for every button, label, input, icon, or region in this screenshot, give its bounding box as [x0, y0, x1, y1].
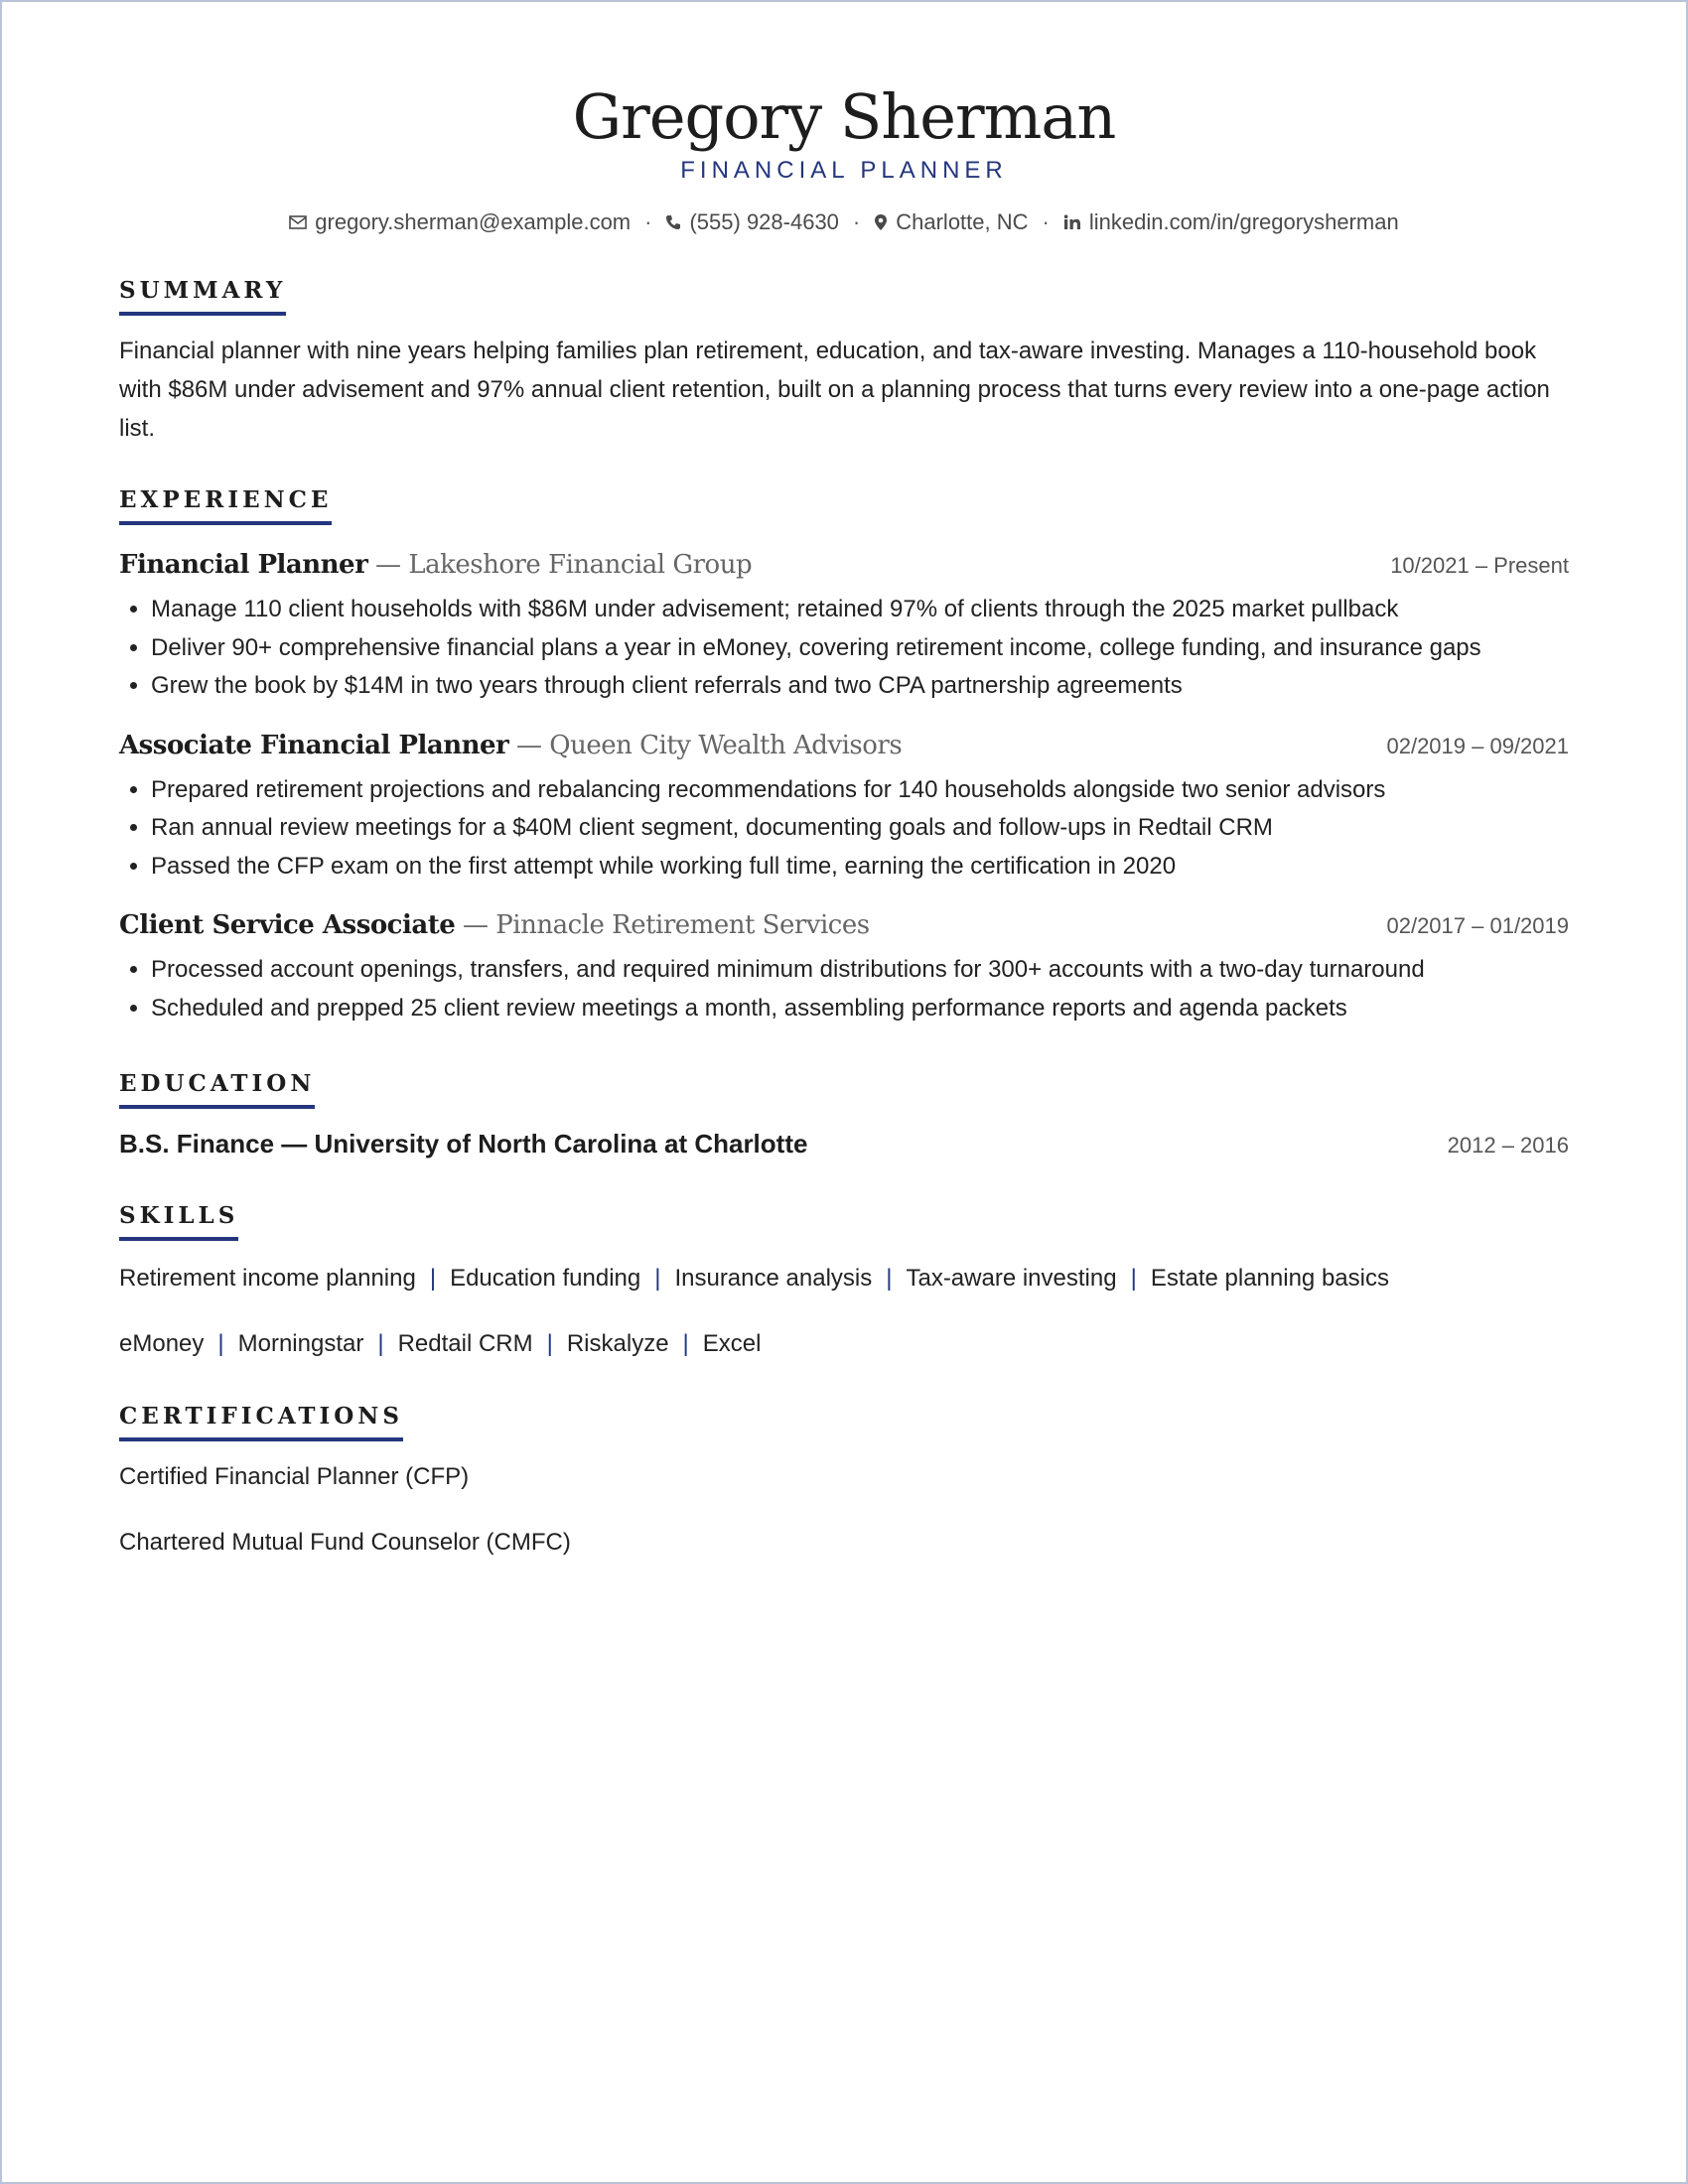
skill-item: eMoney: [119, 1330, 205, 1357]
skill-divider: |: [886, 1265, 893, 1292]
skills-line-2: [119, 1328, 1569, 1360]
job-bullet: • Passed the CFP exam on the first attempt while working full time, earning the certification in 2020: [151, 848, 1569, 887]
education-section: [119, 1069, 1569, 1160]
job-bullet: • Deliver 90+ comprehensive financial plans a year in eMoney, covering retirement income, college funding, and insurance gaps: [151, 629, 1569, 668]
contact-email[interactable]: [289, 208, 631, 236]
skill-item: Excel: [702, 1330, 762, 1357]
skill-item: Estate planning basics: [1150, 1265, 1389, 1292]
skill-divider: |: [682, 1330, 689, 1357]
skill-divider: |: [377, 1330, 384, 1357]
skill-divider: |: [546, 1330, 553, 1357]
skill-item: Retirement income planning: [119, 1265, 416, 1292]
certification-item: Chartered Mutual Fund Counselor (CMFC): [119, 1529, 571, 1556]
section-title-summary: SUMMARY: [119, 276, 286, 316]
job-title-line: [119, 907, 870, 943]
job-header: [119, 728, 1569, 763]
job-bullet: • Processed account openings, transfers, and required minimum distributions for 300+ accounts with a two-day turnaround: [151, 951, 1569, 990]
education-dates: 2012 – 2016: [1447, 1133, 1569, 1158]
job-entry: [119, 728, 1569, 887]
job-company: — Pinnacle Retirement Services: [455, 910, 870, 940]
contact-separator: ·: [644, 209, 652, 234]
job-entry: [119, 907, 1569, 1027]
contact-location: [874, 208, 1028, 236]
job-title: Associate Financial Planner: [119, 730, 509, 760]
certification-item: Certified Financial Planner (CFP): [119, 1463, 470, 1490]
job-company: — Queen City Wealth Advisors: [508, 730, 903, 760]
job-bullet: • Ran annual review meetings for a $40M client segment, documenting goals and follow-ups in Redtail CRM: [151, 809, 1569, 848]
job-bullet: • Prepared retirement projections and rebalancing recommendations for 140 households alongside two senior advisors: [151, 771, 1569, 810]
linkedin-text: linkedin.com/in/gregorysherman: [1088, 209, 1399, 234]
contact-separator: ·: [1042, 209, 1050, 234]
job-dates: 02/2017 – 01/2019: [1386, 913, 1569, 938]
contact-separator: ·: [852, 209, 861, 234]
summary-section: [119, 276, 1569, 448]
job-bullet: • Manage 110 client households with $86M under advisement; retained 97% of clients through the 2025 market pullback: [151, 591, 1569, 629]
job-bullets: [119, 771, 1569, 887]
certifications-section: [119, 1402, 1569, 1559]
resume-header: [119, 2, 1569, 236]
job-header: [119, 907, 1569, 943]
skill-item: Tax-aware investing: [906, 1265, 1117, 1292]
job-company: — Lakeshore Financial Group: [367, 550, 753, 580]
skill-item: Riskalyze: [566, 1330, 669, 1357]
education-degree: B.S. Finance — University of North Carolina at Charlotte: [119, 1129, 808, 1159]
skills-section: [119, 1201, 1569, 1360]
section-title-experience: EXPERIENCE: [119, 485, 332, 525]
contact-phone[interactable]: [665, 208, 838, 236]
location-text: Charlotte, NC: [896, 209, 1029, 234]
candidate-name: Gregory Sherman: [572, 80, 1116, 153]
job-bullet: • Grew the book by $14M in two years through client referrals and two CPA partnership agreements: [151, 667, 1569, 706]
job-bullet: • Scheduled and prepped 25 client review meetings a month, assembling performance reports and agenda packets: [151, 990, 1569, 1028]
job-bullets: [119, 591, 1569, 706]
location-pin-icon: [874, 213, 888, 231]
job-title: Client Service Associate: [119, 910, 456, 940]
phone-text: (555) 928-4630: [689, 209, 839, 234]
job-dates: 10/2021 – Present: [1390, 553, 1569, 578]
skill-divider: |: [654, 1265, 661, 1292]
section-title-skills: SKILLS: [119, 1201, 238, 1241]
job-title: Financial Planner: [119, 550, 368, 580]
skills-line-1: [119, 1263, 1569, 1295]
skill-item: Insurance analysis: [674, 1265, 873, 1292]
skill-item: Education funding: [450, 1265, 641, 1292]
section-title-education: EDUCATION: [119, 1069, 315, 1109]
experience-section: [119, 485, 1569, 1027]
job-header: [119, 547, 1569, 583]
phone-icon: [665, 214, 681, 230]
skill-item: Redtail CRM: [397, 1330, 533, 1357]
skill-item: Morningstar: [237, 1330, 364, 1357]
linkedin-icon: [1063, 214, 1081, 230]
job-title-line: [119, 547, 752, 583]
contact-linkedin[interactable]: [1063, 208, 1399, 236]
job-title-line: [119, 728, 902, 763]
skill-divider: |: [429, 1265, 437, 1292]
education-entry: [119, 1129, 1569, 1160]
section-title-certifications: CERTIFICATIONS: [119, 1402, 403, 1441]
email-text: gregory.sherman@example.com: [315, 209, 632, 234]
contact-bar: [119, 208, 1569, 236]
summary-text: Financial planner with nine years helping families plan retirement, education, and tax-aware investing. Manages a 110-household book with $86M under advisement and 97% annual client retention, built on a planning process that turns every review into a one-page action list.: [119, 338, 1550, 442]
job-bullets: [119, 951, 1569, 1027]
candidate-role: FINANCIAL PLANNER: [680, 157, 1008, 184]
job-dates: 02/2019 – 09/2021: [1386, 733, 1569, 758]
mail-icon: [289, 215, 307, 229]
skill-divider: |: [217, 1330, 224, 1357]
skill-divider: |: [1130, 1265, 1137, 1292]
job-entry: [119, 547, 1569, 706]
